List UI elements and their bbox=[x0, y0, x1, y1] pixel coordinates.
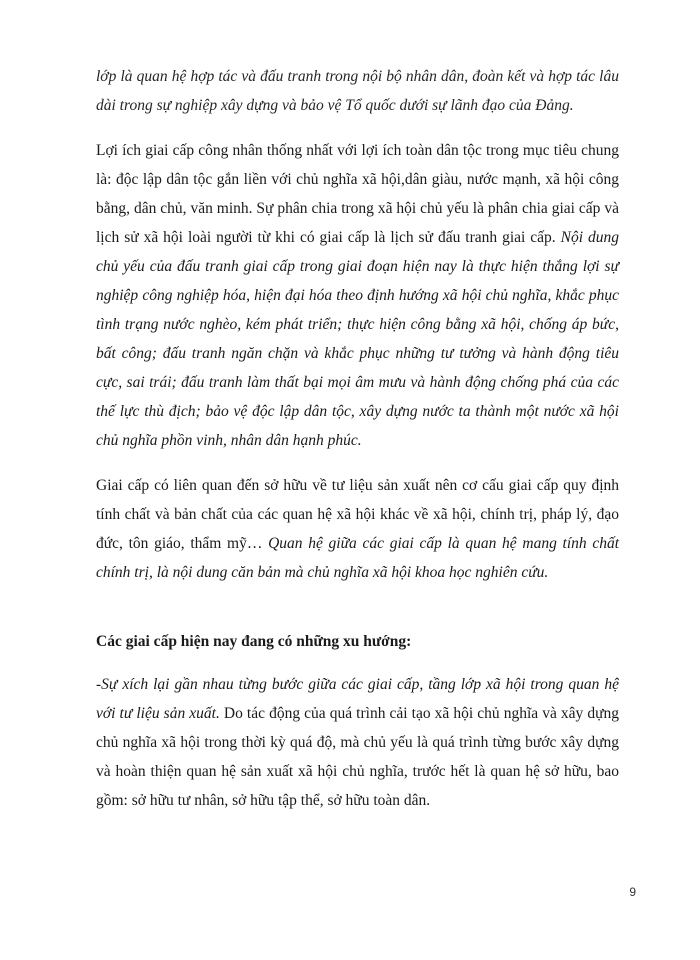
paragraph-2 bbox=[96, 136, 619, 455]
paragraph-4 bbox=[96, 670, 619, 815]
section-heading: Các giai cấp hiện nay đang có những xu hướng: bbox=[96, 633, 412, 650]
paragraph-4-text: Do tác động của quá trình cải tạo xã hội chủ nghĩa và xây dựng chủ nghĩa xã hội trong thời kỳ quá độ, mà chủ yếu là quá trình từng bước xây dựng và hoàn thiện quan hệ sản xuất xã hội chủ nghĩa, trước hết là quan hệ sở hữu, bao gồm: sở hữu tư nhân, sở hữu tập thể, sở hữu toàn dân. bbox=[96, 705, 619, 809]
paragraph-2-italic: Nội dung chủ yếu của đấu tranh giai cấp trong giai đoạn hiện nay là thực hiện thắng lợi sự nghiệp công nghiệp hóa, hiện đại hóa theo định hướng xã hội chủ nghĩa, khắc phục tình trạng nước nghèo, kém phát triển; thực hiện công bằng xã hội, chống áp bức, bất công; đấu tranh ngăn chặn và khắc phục những tư tưởng và hành động tiêu cực, sai trái; đấu tranh làm thất bại mọi âm mưu và hành động chống phá của các thế lực thù địch; bảo vệ độc lập dân tộc, xây dựng nước ta thành một nước xã hội chủ nghĩa phồn vinh, nhân dân hạnh phúc. bbox=[96, 229, 619, 449]
paragraph-4-italic: -Sự xích lại gần nhau từng bước giữa các giai cấp, tầng lớp xã hội trong quan hệ với tư liệu sản xuất. bbox=[96, 676, 619, 722]
page-number: 9 bbox=[629, 885, 636, 899]
paragraph-3-text: Giai cấp có liên quan đến sở hữu về tư liệu sản xuất nên cơ cấu giai cấp quy định tính chất và bản chất của các quan hệ xã hội khác về xã hội, chính trị, pháp lý, đạo đức, tôn giáo, thẩm mỹ… bbox=[96, 477, 619, 552]
paragraph-3 bbox=[96, 471, 619, 587]
document-body bbox=[96, 62, 619, 831]
paragraph-3-italic: Quan hệ giữa các giai cấp là quan hệ mang tính chất chính trị, là nội dung căn bản mà chủ nghĩa xã hội khoa học nghiên cứu. bbox=[96, 535, 620, 581]
paragraph-1-italic: lớp là quan hệ hợp tác và đấu tranh trong nội bộ nhân dân, đoàn kết và hợp tác lâu dài trong sự nghiệp xây dựng và bảo vệ Tổ quốc dưới sự lãnh đạo của Đảng. bbox=[96, 68, 619, 114]
paragraph-2-text: Lợi ích giai cấp công nhân thống nhất với lợi ích toàn dân tộc trong mục tiêu chung là: độc lập dân tộc gắn liền với chủ nghĩa xã hội,dân giàu, nước mạnh, xã hội công bằng, dân chủ, văn minh. Sự phân chia trong xã hội chủ yếu là phân chia giai cấp và lịch sử xã hội loài người từ khi có giai cấp là lịch sử đấu tranh giai cấp. bbox=[96, 142, 619, 246]
paragraph-1 bbox=[96, 62, 619, 120]
